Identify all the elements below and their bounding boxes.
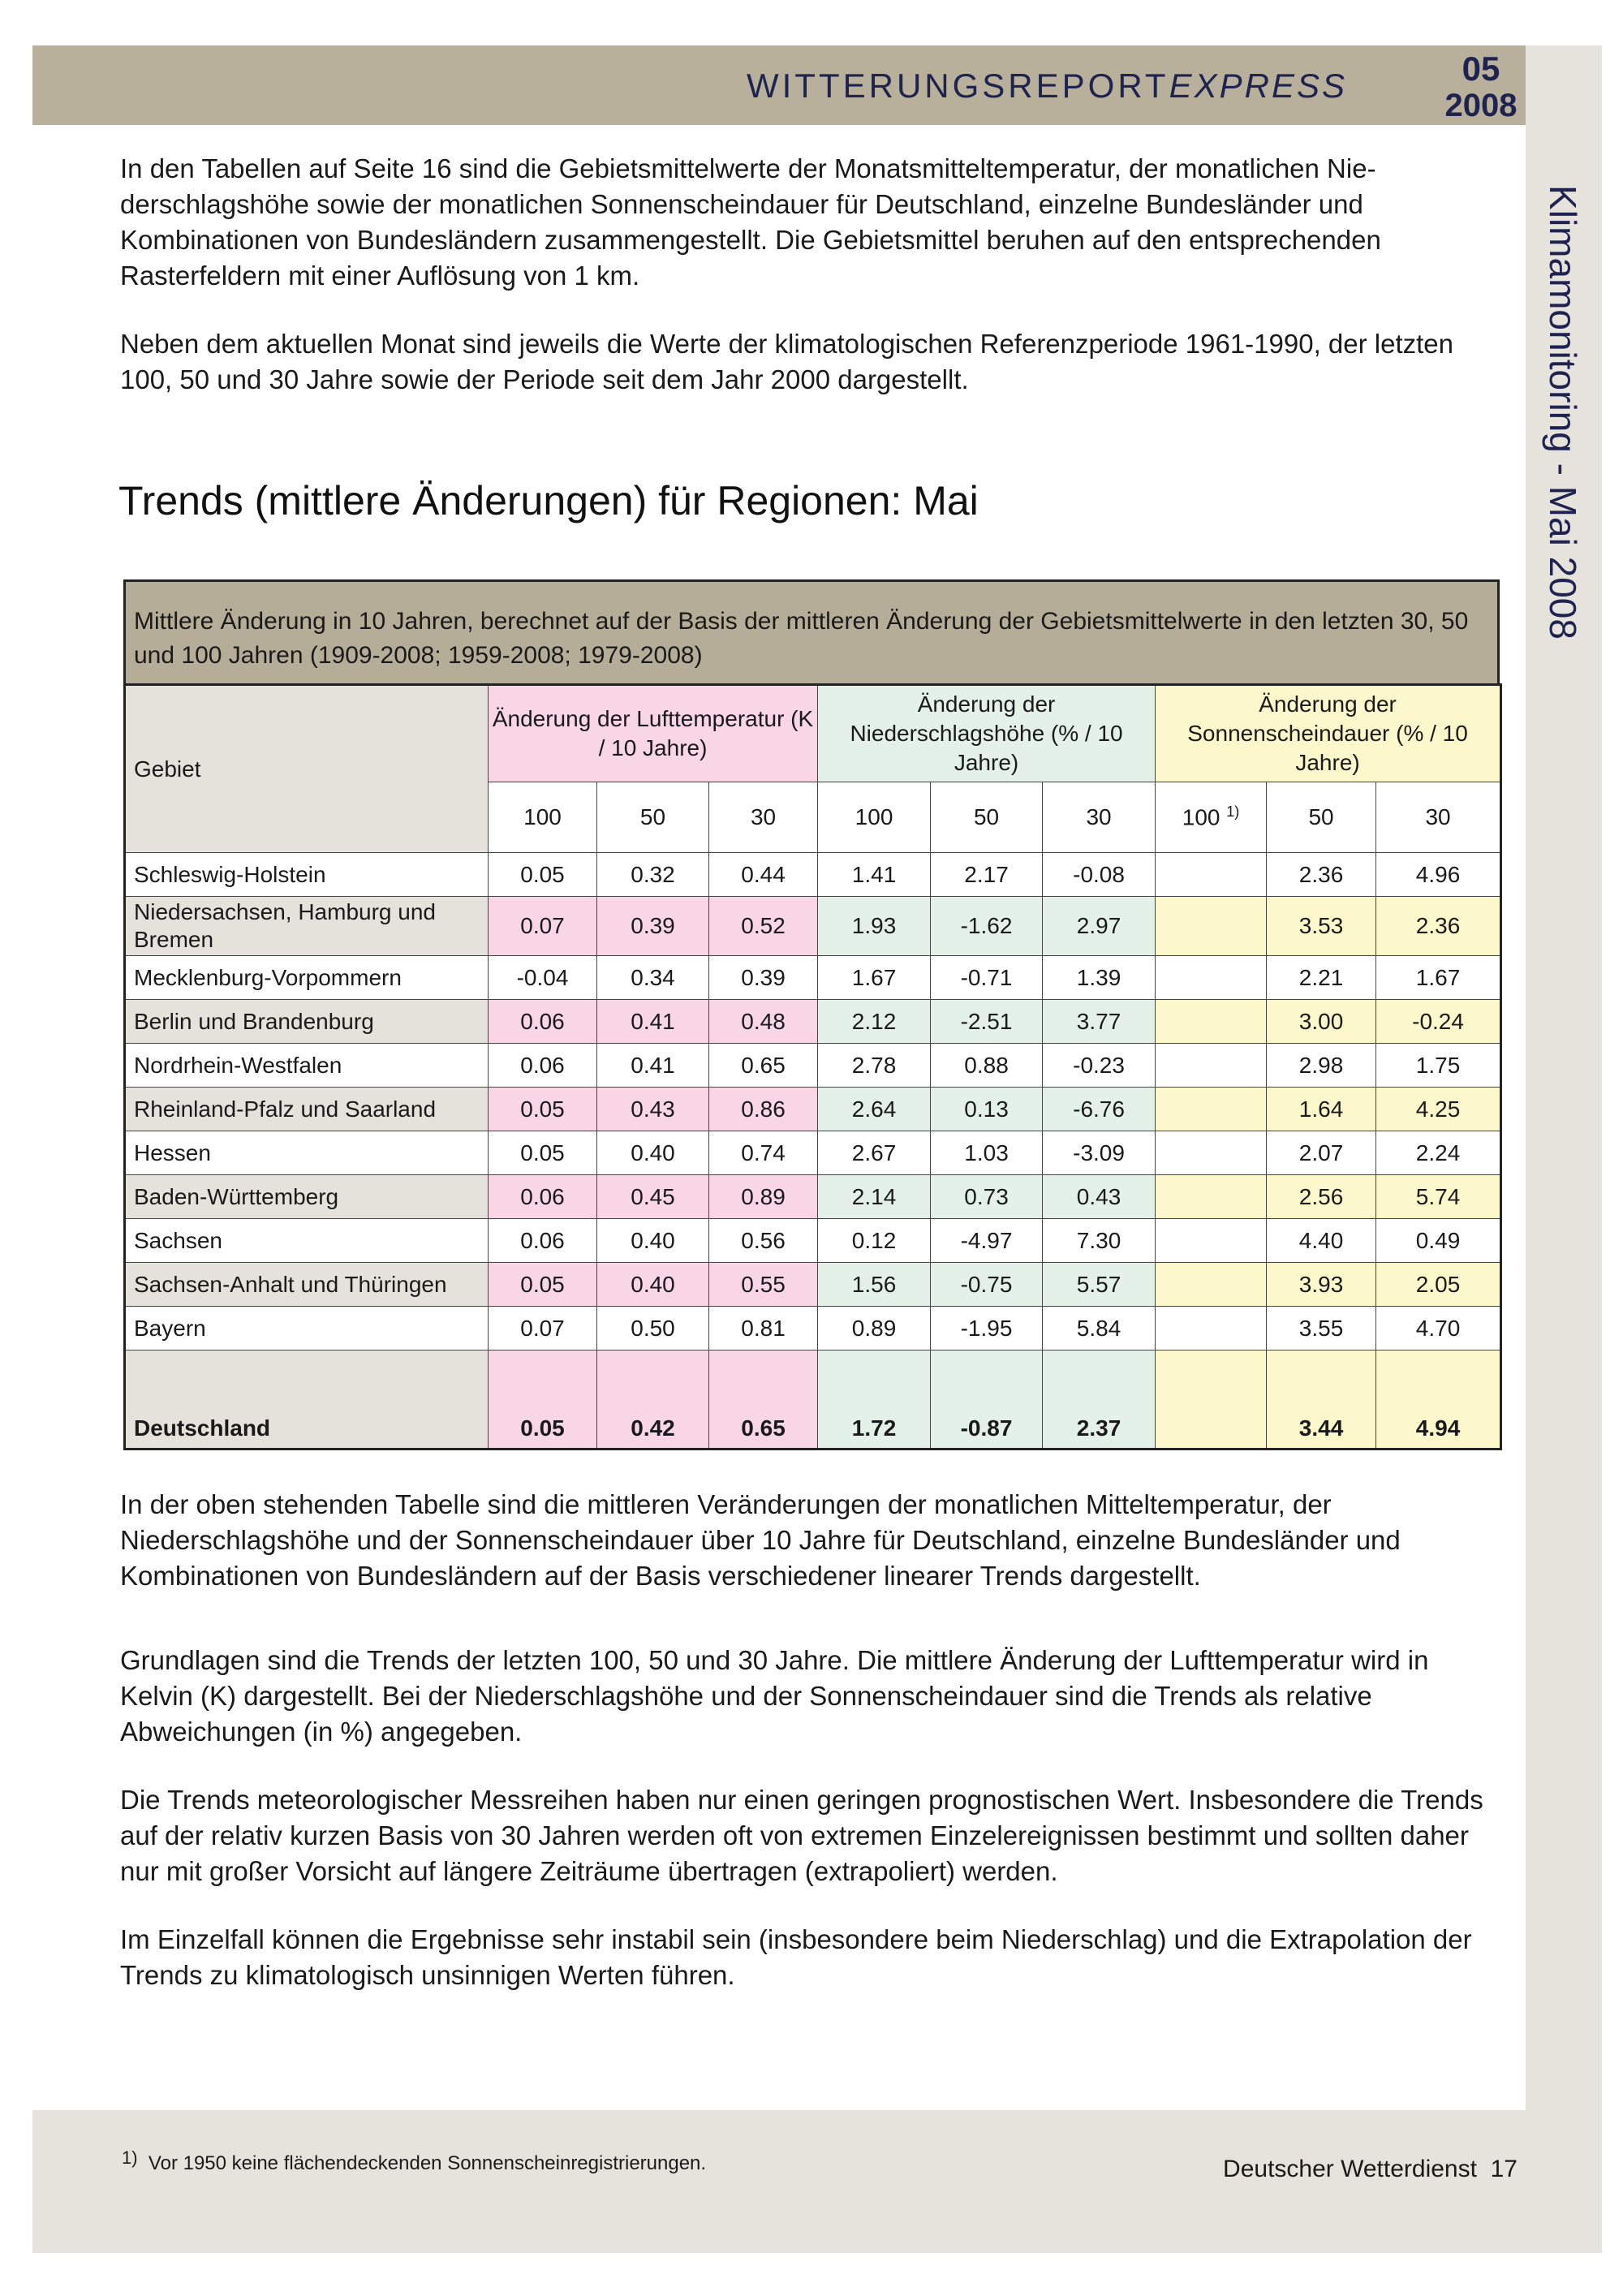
table-row — [125, 1044, 1501, 1088]
cell-s30: -0.24 — [1376, 1000, 1501, 1044]
footnote-mark: 1) — [122, 2147, 138, 2168]
cell-p100: 0.12 — [818, 1219, 931, 1263]
row-region-name: Mecklenburg-Vorpommern — [125, 956, 489, 1000]
cell-s100 — [1156, 1131, 1267, 1175]
table-row — [125, 897, 1501, 956]
cell-s30: 5.74 — [1376, 1175, 1501, 1219]
row-region-name: Sachsen-Anhalt und Thüringen — [125, 1263, 489, 1307]
cell-s50: 3.53 — [1267, 897, 1376, 956]
sub-header-sun-50: 50 — [1267, 782, 1376, 853]
cell-p100: 2.64 — [818, 1088, 931, 1131]
table-row — [125, 853, 1501, 897]
cell-s30: 4.25 — [1376, 1088, 1501, 1131]
trends-table-container — [123, 579, 1500, 1450]
cell-p50: 0.88 — [931, 1044, 1043, 1088]
sub-header-sun-30: 30 — [1376, 782, 1501, 853]
footnote-marker: 1) — [1226, 803, 1240, 821]
cell-p100: 1.67 — [818, 956, 931, 1000]
col-header-gebiet — [125, 685, 489, 853]
trends-table — [123, 683, 1502, 1450]
table-row — [125, 1307, 1501, 1350]
cell-p100: 1.56 — [818, 1263, 931, 1307]
section-heading: Trends (mittlere Änderungen) für Regionen: Mai — [118, 478, 979, 523]
cell-s100 — [1156, 897, 1267, 956]
cell-s30: 0.49 — [1376, 1219, 1501, 1263]
issue-number: 05 — [1462, 50, 1500, 88]
cell-s50: 4.40 — [1267, 1219, 1376, 1263]
cell-t100: 0.05 — [489, 1350, 597, 1450]
cell-t50: 0.45 — [597, 1175, 709, 1219]
table-row — [125, 1350, 1501, 1450]
cell-t50: 0.41 — [597, 1000, 709, 1044]
row-region-name: Schleswig-Holstein — [125, 853, 489, 897]
cell-p30: 1.39 — [1043, 956, 1156, 1000]
row-region-name: Niedersachsen, Hamburg und Bremen — [125, 897, 489, 956]
cell-p50: -0.75 — [931, 1263, 1043, 1307]
body-paragraph-1: In der oben stehenden Tabelle sind die mittleren Veränderungen der monatlichen Mitteltemperatur, der Niederschlagshöhe und der Sonnenscheindauer über 10 Jahre für Deutschland, einzelne Bundesländer und Kombinationen von Bundesländern auf der Basis verschiedener linearer Trends dargestellt. — [120, 1489, 1401, 1591]
cell-p30: 3.77 — [1043, 1000, 1156, 1044]
cell-s100 — [1156, 956, 1267, 1000]
cell-s100 — [1156, 1350, 1267, 1450]
cell-p50: -4.97 — [931, 1219, 1043, 1263]
cell-t50: 0.40 — [597, 1131, 709, 1175]
cell-s30: 4.94 — [1376, 1350, 1501, 1450]
body-paragraph-3: Die Trends meteorologischer Messreihen haben nur einen geringen prognostischen Wert. Insbesondere die Trends auf der relativ kurzen Basis von 30 Jahren werden oft von extremen Einzelereignissen bestimmt und sollten daher nur mit großer Vorsicht auf längere Zeiträume übertragen (extrapoliert) werden. — [120, 1785, 1483, 1886]
cell-s30: 2.36 — [1376, 897, 1501, 956]
cell-t30: 0.39 — [709, 956, 818, 1000]
side-title: Klimamonitoring - Mai 2008 — [1542, 185, 1584, 640]
table-caption: Mittlere Änderung in 10 Jahren, berechnet auf der Basis der mittleren Änderung der Gebietsmittelwerte in den letzten 30, 50 und 100 Jahren (1909-2008; 1959-2008; 1979-2008) — [123, 579, 1500, 683]
cell-t50: 0.43 — [597, 1088, 709, 1131]
row-region-name: Baden-Württemberg — [125, 1175, 489, 1219]
cell-t100: 0.07 — [489, 897, 597, 956]
cell-s50: 2.56 — [1267, 1175, 1376, 1219]
cell-s100 — [1156, 1175, 1267, 1219]
cell-s100 — [1156, 1307, 1267, 1350]
group-header-temperature: Änderung der Lufttemperatur (K / 10 Jahre) — [489, 685, 818, 782]
row-region-name: Rheinland-Pfalz und Saarland — [125, 1088, 489, 1131]
cell-s100 — [1156, 1219, 1267, 1263]
cell-t100: 0.05 — [489, 1263, 597, 1307]
table-row — [125, 956, 1501, 1000]
cell-s30: 4.96 — [1376, 853, 1501, 897]
cell-t100: 0.05 — [489, 1088, 597, 1131]
cell-s50: 3.00 — [1267, 1000, 1376, 1044]
row-region-name: Hessen — [125, 1131, 489, 1175]
cell-s50: 3.55 — [1267, 1307, 1376, 1350]
cell-t50: 0.50 — [597, 1307, 709, 1350]
col-header-gebiet-label: Gebiet — [134, 756, 201, 782]
table-row — [125, 1219, 1501, 1263]
cell-s100 — [1156, 1088, 1267, 1131]
group-header-sunshine: Änderung der Sonnenscheindauer (% / 10 Jahre) — [1156, 685, 1501, 782]
cell-p100: 0.89 — [818, 1307, 931, 1350]
issue-box — [1436, 45, 1526, 123]
footnote-text: Vor 1950 keine flächendeckenden Sonnenscheinregistrierungen. — [148, 2152, 707, 2174]
cell-p100: 1.72 — [818, 1350, 931, 1450]
cell-p100: 1.41 — [818, 853, 931, 897]
cell-s100 — [1156, 853, 1267, 897]
cell-t100: 0.07 — [489, 1307, 597, 1350]
cell-p30: 5.84 — [1043, 1307, 1156, 1350]
cell-p50: 0.73 — [931, 1175, 1043, 1219]
body-paragraph-2: Grundlagen sind die Trends der letzten 100, 50 und 30 Jahre. Die mittlere Änderung der Lufttemperatur wird in Kelvin (K) dargestellt. Bei der Niederschlagshöhe und der Sonnenscheindauer sind die Trends als relative Abweichungen (in %) angegeben. — [120, 1645, 1429, 1747]
cell-s50: 2.36 — [1267, 853, 1376, 897]
cell-t30: 0.55 — [709, 1263, 818, 1307]
sub-header-precip-100: 100 — [818, 782, 931, 853]
cell-p50: 0.13 — [931, 1088, 1043, 1131]
cell-p30: -6.76 — [1043, 1088, 1156, 1131]
cell-t100: 0.06 — [489, 1175, 597, 1219]
cell-s30: 1.67 — [1376, 956, 1501, 1000]
cell-t50: 0.42 — [597, 1350, 709, 1450]
publisher-name: Deutscher Wetterdienst — [1223, 2156, 1477, 2182]
cell-t50: 0.34 — [597, 956, 709, 1000]
cell-p50: -0.71 — [931, 956, 1043, 1000]
sub-header-temp-100: 100 — [489, 782, 597, 853]
intro-paragraph-2: Neben dem aktuellen Monat sind jeweils die Werte der klimatologischen Referenzperiode 1961-1990, der letzten 100, 50 und 30 Jahre sowie der Periode seit dem Jahr 2000 dargestellt. — [120, 329, 1454, 394]
group-header-precipitation: Änderung der Niederschlagshöhe (% / 10 Jahre) — [818, 685, 1156, 782]
cell-s50: 1.64 — [1267, 1088, 1376, 1131]
cell-p30: 7.30 — [1043, 1219, 1156, 1263]
cell-s30: 2.05 — [1376, 1263, 1501, 1307]
body-paragraph-4: Im Einzelfall können die Ergebnisse sehr instabil sein (insbesondere beim Niederschlag) und die Extrapolation der Trends zu klimatologisch unsinnigen Werten führen. — [120, 1924, 1472, 1990]
page-number: 17 — [1490, 2156, 1518, 2182]
cell-t100: -0.04 — [489, 956, 597, 1000]
row-region-name: Berlin und Brandenburg — [125, 1000, 489, 1044]
sub-header-temp-30: 30 — [709, 782, 818, 853]
cell-s100 — [1156, 1044, 1267, 1088]
row-region-name: Sachsen — [125, 1219, 489, 1263]
cell-p30: 0.43 — [1043, 1175, 1156, 1219]
cell-s30: 4.70 — [1376, 1307, 1501, 1350]
cell-s30: 2.24 — [1376, 1131, 1501, 1175]
cell-s50: 2.21 — [1267, 956, 1376, 1000]
cell-p100: 1.93 — [818, 897, 931, 956]
row-region-name: Deutschland — [125, 1350, 489, 1450]
cell-t30: 0.56 — [709, 1219, 818, 1263]
sub-header-temp-50: 50 — [597, 782, 709, 853]
cell-p100: 2.12 — [818, 1000, 931, 1044]
cell-t30: 0.86 — [709, 1088, 818, 1131]
cell-t100: 0.06 — [489, 1000, 597, 1044]
cell-p50: 2.17 — [931, 853, 1043, 897]
cell-p100: 2.14 — [818, 1175, 931, 1219]
report-title-express: EXPRESS — [1169, 67, 1347, 105]
cell-p30: -0.08 — [1043, 853, 1156, 897]
sub-header-sun-100 — [1156, 782, 1267, 853]
cell-p30: 2.97 — [1043, 897, 1156, 956]
cell-p30: 2.37 — [1043, 1350, 1156, 1450]
issue-year: 2008 — [1444, 88, 1518, 123]
cell-s30: 1.75 — [1376, 1044, 1501, 1088]
footnote — [122, 2147, 707, 2175]
cell-t30: 0.44 — [709, 853, 818, 897]
cell-s50: 3.44 — [1267, 1350, 1376, 1450]
cell-t50: 0.40 — [597, 1219, 709, 1263]
cell-s50: 2.98 — [1267, 1044, 1376, 1088]
cell-t30: 0.89 — [709, 1175, 818, 1219]
table-row — [125, 1263, 1501, 1307]
cell-t100: 0.06 — [489, 1044, 597, 1088]
cell-t50: 0.40 — [597, 1263, 709, 1307]
cell-p50: -0.87 — [931, 1350, 1043, 1450]
intro-paragraph-1: In den Tabellen auf Seite 16 sind die Gebietsmittelwerte der Monatsmitteltemperatur, der monatlichen Niederschlagshöhe sowie der monatlichen Sonnenscheindauer für Deutschland, einzelne Bundesländer und Kombinationen von Bundesländern zusammengestellt. Die Gebietsmittel beruhen auf den entsprechenden Rasterfeldern mit einer Auflösung von 1 km. — [120, 153, 1381, 291]
table-row — [125, 1131, 1501, 1175]
cell-p50: -1.62 — [931, 897, 1043, 956]
cell-s100 — [1156, 1000, 1267, 1044]
cell-p100: 2.78 — [818, 1044, 931, 1088]
cell-t30: 0.48 — [709, 1000, 818, 1044]
cell-t30: 0.65 — [709, 1044, 818, 1088]
cell-t30: 0.52 — [709, 897, 818, 956]
table-row — [125, 1088, 1501, 1131]
cell-t30: 0.81 — [709, 1307, 818, 1350]
cell-p100: 2.67 — [818, 1131, 931, 1175]
cell-t30: 0.65 — [709, 1350, 818, 1450]
row-region-name: Bayern — [125, 1307, 489, 1350]
cell-t100: 0.06 — [489, 1219, 597, 1263]
cell-p50: -1.95 — [931, 1307, 1043, 1350]
report-title — [747, 67, 1347, 106]
cell-p30: -0.23 — [1043, 1044, 1156, 1088]
table-row — [125, 1175, 1501, 1219]
sub-header-precip-50: 50 — [931, 782, 1043, 853]
report-title-main: WITTERUNGSREPORT — [747, 67, 1169, 105]
cell-t30: 0.74 — [709, 1131, 818, 1175]
cell-t50: 0.32 — [597, 853, 709, 897]
publisher-line — [1223, 2156, 1518, 2183]
cell-s100 — [1156, 1263, 1267, 1307]
sub-header-precip-30: 30 — [1043, 782, 1156, 853]
sub-header-sun-100-label: 100 — [1182, 804, 1220, 830]
cell-p50: -2.51 — [931, 1000, 1043, 1044]
row-region-name: Nordrhein-Westfalen — [125, 1044, 489, 1088]
cell-p30: 5.57 — [1043, 1263, 1156, 1307]
cell-s50: 2.07 — [1267, 1131, 1376, 1175]
cell-t100: 0.05 — [489, 1131, 597, 1175]
cell-t100: 0.05 — [489, 853, 597, 897]
cell-s50: 3.93 — [1267, 1263, 1376, 1307]
cell-p30: -3.09 — [1043, 1131, 1156, 1175]
cell-t50: 0.41 — [597, 1044, 709, 1088]
cell-t50: 0.39 — [597, 897, 709, 956]
table-row — [125, 1000, 1501, 1044]
cell-p50: 1.03 — [931, 1131, 1043, 1175]
